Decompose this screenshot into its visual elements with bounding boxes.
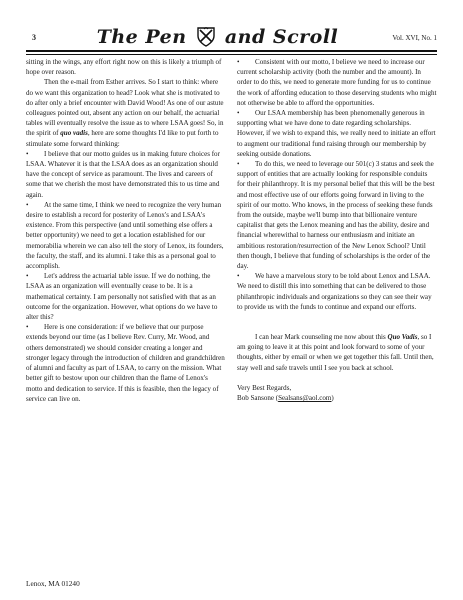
bullet-paragraph: [26, 200, 226, 271]
paragraph-text: Consistent with our motto, I believe we need to increase our current scholarship activity (both the number and the amount). In order to do this, we need to generate more funding for us to continue the work of affording education to those deserving students who might not otherwise be able to afford the opportunities.: [237, 58, 437, 107]
crest-icon: [197, 27, 215, 47]
paragraph-text: I can hear Mark counseling me now about this: [255, 333, 386, 342]
signature-line: [237, 393, 437, 403]
author-name: Bob Sansone (: [237, 394, 279, 403]
bullet-paragraph: [237, 271, 437, 312]
masthead-title: [72, 26, 363, 48]
bullet-icon: •: [237, 272, 240, 281]
article-columns: [26, 57, 437, 582]
bullet-icon: •: [237, 58, 240, 66]
bullet-icon: •: [26, 323, 29, 332]
paragraph-text: Then the e-mail from Esther arrives. So I start to think: where do we want this organization to head? Look what she is motivated to do after only a brief encounter with David Wood! As one of our astute colleagues pointed out, absent any action on our behalf, the actuarial tables will eventually resolve the issue as to where LSAA goes! So, in the spirit of: [26, 78, 224, 138]
bullet-paragraph: [237, 57, 437, 108]
masthead-title-left: The Pen: [96, 26, 187, 48]
bullet-icon: •: [237, 109, 240, 118]
bullet-paragraph: [237, 108, 437, 159]
paragraph-text: To do this, we need to leverage our 501(c) 3 status and seek the support of entities that are actually looking for responsible conduits for their philanthropy. It is my personal belief that this will be the best and most effective use of our efforts going forward in living to the spirit of our motto. Who knows, in the process of seeking these funds from the outside, maybe we'll bump into that billionaire venture capitalist that gets the Lenox meaning and has the ability, desire and financial wherewithal to harness our enthusiasm and initiate an ambitious restoration/resurrection of the New Lenox School? Until then though, I believe that funding of scholarships is the order of the day.: [237, 160, 435, 271]
page-header: [26, 22, 437, 48]
paragraph-text: Here is one consideration: if we believe that our purpose extends beyond our time (as I believe Rev. Curry, Mr. Wood, and others demonstrated) we should consider creating a longer and stronger legacy through the introduction of children and grandchildren of alumni and faculty as part of LSAA, to carry on the mission. What better gift to bestow upon our children than the flame of Lenox's motto and dedication to service. If this is feasible, then the legacy of service can live on.: [26, 323, 225, 403]
bullet-icon: •: [26, 272, 29, 281]
paragraph-text: I believe that our motto guides us in making future choices for LSAA. Whatever it is that the LSAA does as an organization should have the concept of service as paramount. The lives and careers of some that we cherish the most have demonstrated this to us time and again.: [26, 149, 220, 199]
bullet-icon: •: [237, 160, 240, 169]
right-column: [237, 57, 437, 582]
bullet-paragraph: [26, 271, 226, 322]
bullet-icon: •: [26, 200, 29, 209]
paragraph: [237, 332, 437, 373]
paragraph: [26, 77, 226, 148]
paragraph-text: We have a marvelous story to be told about Lenox and LSAA. We need to distill this into something that can be delivered to those philanthropic individuals and organizations so they can see their way to provide us with the funds to continue and expand our efforts.: [237, 272, 432, 311]
closing-salutation: Very Best Regards,: [237, 384, 292, 393]
quo-vadis-emphasis: Quo Vadis: [387, 333, 418, 342]
footer-address: Lenox, MA 01240: [26, 579, 80, 588]
quo-vadis-emphasis: quo vadis: [60, 129, 88, 138]
paragraph-text: Let's address the actuarial table issue. If we do nothing, the LSAA as an organization will eventually cease to be. It is a mathematical certainty. I am personally not satisfied with that as an outcome for the organization. However, what options do we have to alter this?: [26, 272, 218, 322]
left-column: [26, 57, 226, 582]
paragraph-text: At the same time, I think we need to recognize the very human desire to establish a record for posterity of Lenox's and LSAA's existence. From this perspective (and until something else offers a better opportunity) we need to get a location established for our memorabilia wherein we can also tell the story of Lenox, its founders, the faculty, the staff, and its alumni. I take this as a personal goal to accomplish.: [26, 200, 224, 271]
paragraph: sitting in the wings, any effort right now on this is likely a triumph of hope over reason.: [26, 58, 222, 77]
bullet-icon: •: [26, 149, 29, 158]
paragraph-text: , so I am going to leave it at this point and look forward to some of your thoughts, either by email or when we get together this fall. Until then, stay well and safe travels until I see you back at school.: [237, 333, 434, 372]
signature-close: ): [331, 394, 334, 403]
paragraph-text: , here are some thoughts I'd like to put forth to stimulate some forward thinking:: [26, 129, 219, 148]
bullet-paragraph: [26, 149, 226, 200]
volume-number: Vol. XVI, No. 1: [392, 34, 437, 42]
paragraph-text: Our LSAA membership has been phenomenally generous in supporting what we have done to date regarding scholarships. However, if we wish to expand this, we really need to initiate an effort to augment our traditional fund raising through our membership by seeking outside donations.: [237, 109, 436, 158]
masthead-title-right: and Scroll: [224, 26, 339, 48]
author-email-link[interactable]: Sealsans@aol.com: [278, 394, 332, 403]
header-rule-thin: [26, 54, 437, 55]
page-number: 3: [32, 33, 36, 42]
bullet-paragraph: [237, 159, 437, 271]
bullet-paragraph: [26, 322, 226, 404]
header-rule-thick: [26, 50, 437, 52]
